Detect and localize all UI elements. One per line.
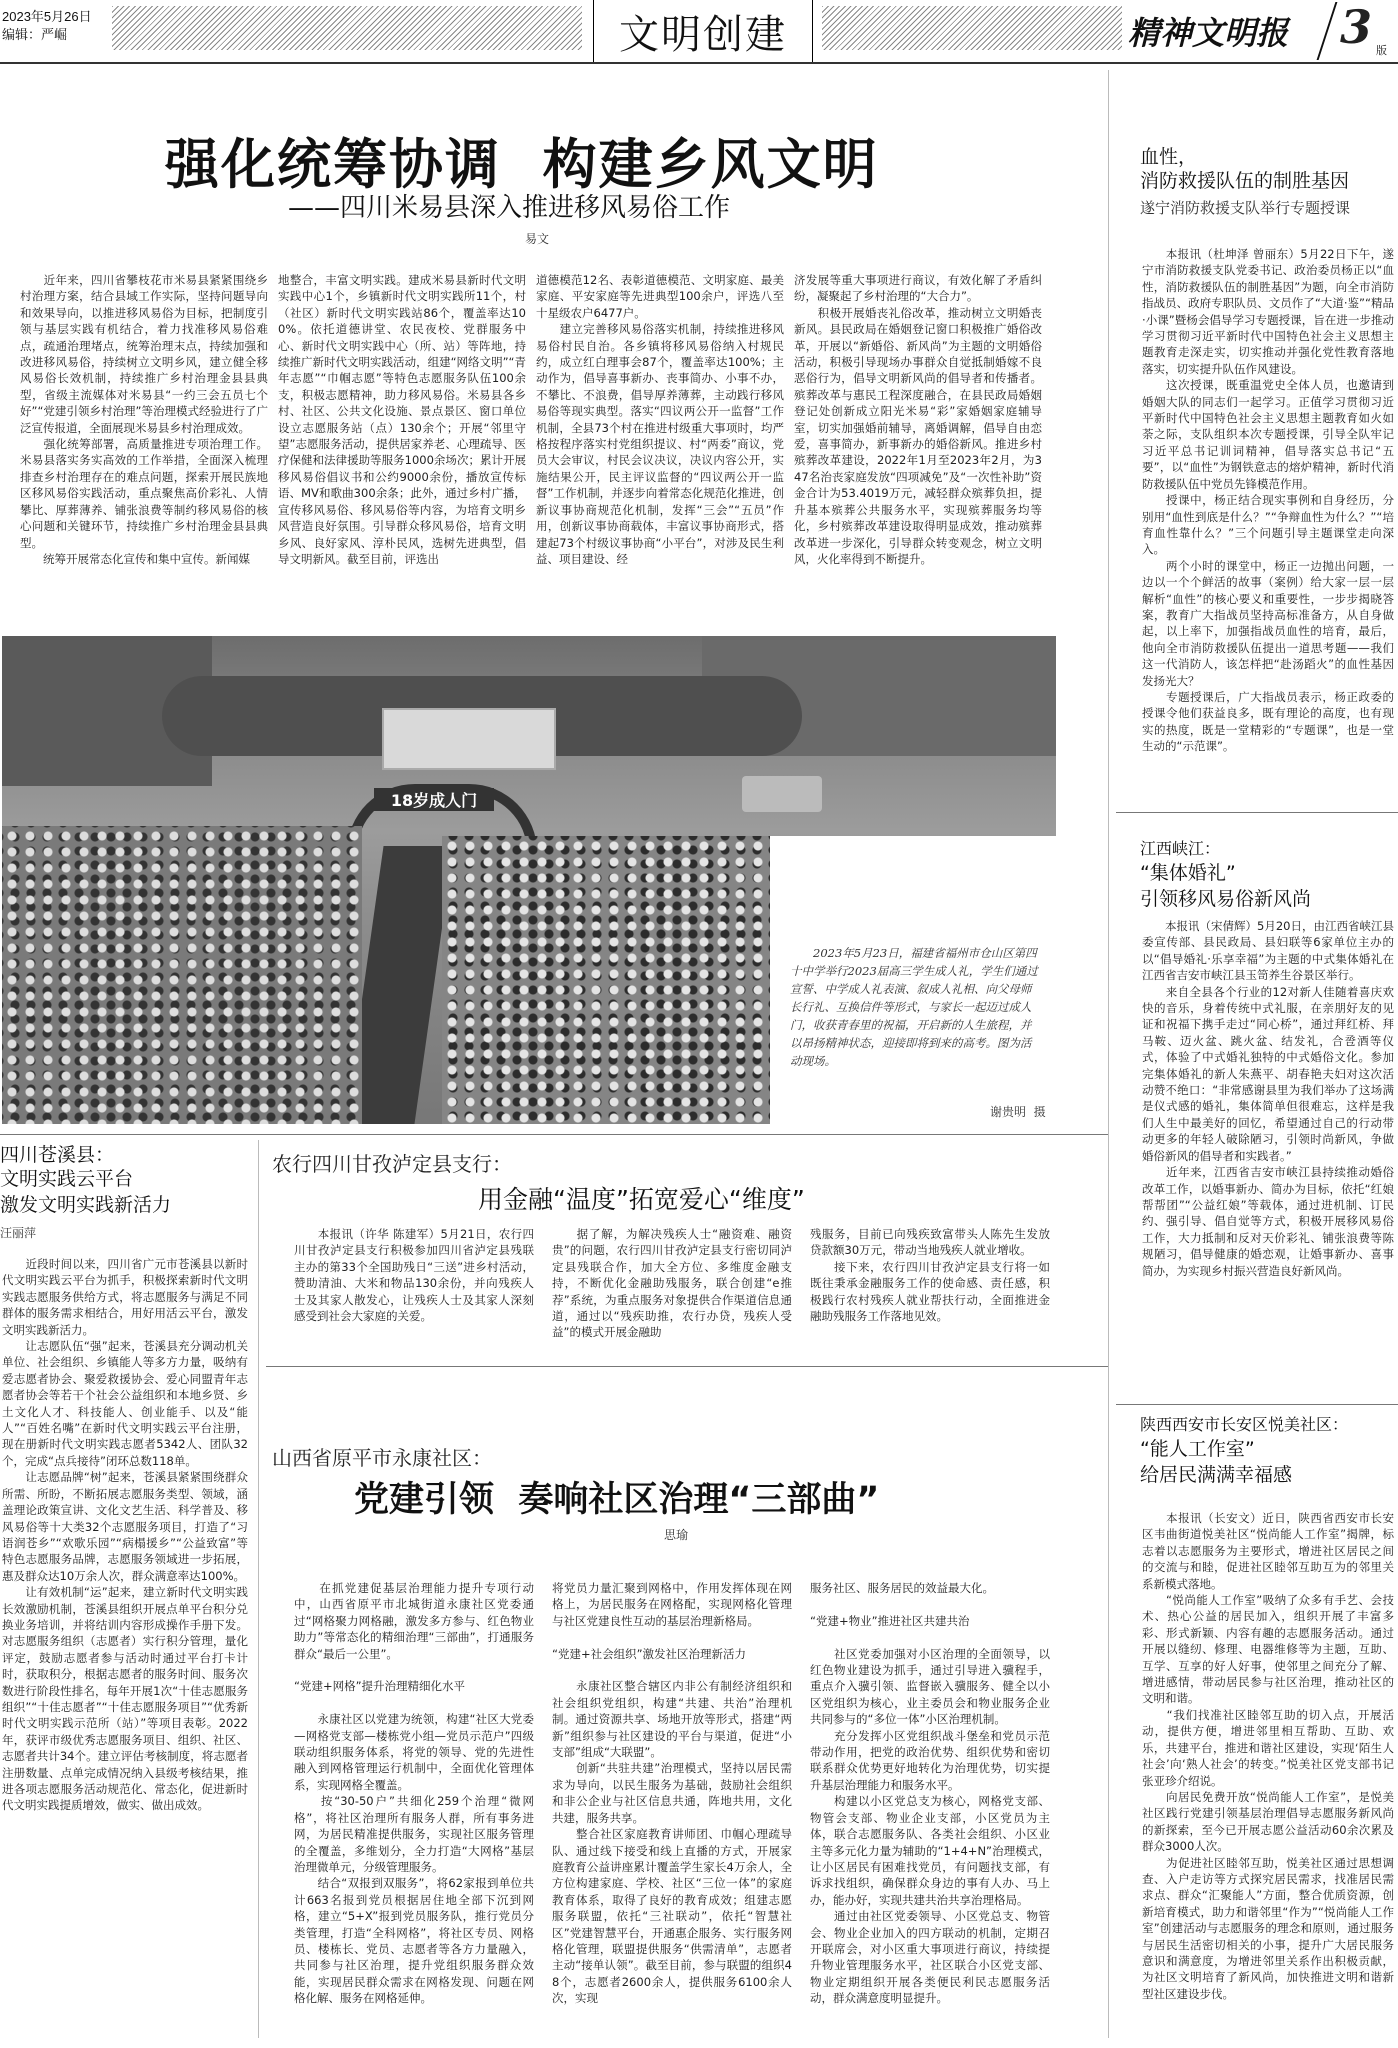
photo-caption: 2023年5月23日，福建省福州市仓山区第四十中学举行2023届高三学生成人礼，学生们通过宣誓、中学成人礼表演、叙成人礼相、向父母师长行礼、互换信件等形式，与家长一起迈过成人门，收获青春里的祝福，开启新的人生旅程，并以昂扬精神状态，迎接即将到来的高考。图为活动现场。 xyxy=(790,946,1038,1068)
bank-story-column-2: 据了解，为解决残疾人士“融资难、融资贵”的问题，农行四川甘孜泸定县支行密切同泸定县残联合作，加大全方位、多维度金融支持，不断优化金融助残服务，联合创建“e推荐”系统，为重点服务对象提供合作渠道信息通道，通过以“残疾助推，农行办贷，残疾人受益”的模式开展金融助 xyxy=(552,1227,792,1340)
lead-column-4: 济发展等重大事项进行商议，有效化解了矛盾纠纷，凝聚起了乡村治理的“大合力”。 积极开展婚丧礼俗改革，推动树立文明婚丧新风。县民政局在婚姻登记窗口积极推广婚俗改革，开展以“新婚俗、新风尚”为主题的文明婚俗活动，积极引导现场办事群众自觉抵制婚嫁不良恶俗行为，倡导文明新风尚的倡导者和传播者。殡葬改革与惠民工程深度融合，在县民政局婚姻登记处创新成立阳光米易“彩”家婚姻家庭辅导室，切实加强婚前辅导，离婚调解，倡导自由恋爱，喜事简办，新事新办的婚俗新风。推进乡村殡葬改革建设，2022年1月至2023年2月，为347名治丧家庭发放“四项减免”及“一次性补助”资金合计为53.4019万元，减轻群众殡葬负担，提升基本殡葬公共服务水平，实现殡葬服务均等化，乡村殡葬改革建设取得明显成效，推动殡葬改革进一步深化，引导群众转变观念，树立文明风，火化率得到不断提升。 xyxy=(794,273,1042,566)
page-number-divider xyxy=(1317,2,1338,60)
cangxi-story-headline: 文明实践云平台 激发文明实践新活力 xyxy=(0,1168,172,1216)
lead-column-2: 地整合，丰富文明实践。建成米易县新时代文明实践中心1个，乡镇新时代文明实践所11个，村（社区）新时代文明实践站86个，覆盖率达100%。依托道德讲堂、农民夜校、党群服务中心、新时代文明实践中心（所、站）等阵地，持续推广新时代文明实践活动，组建“网络文明”“青年志愿”“巾帼志愿”等特色志愿服务队伍100余支，积极志愿精神，助力移风易俗。米易县各乡村、社区、公共文化设施、景点景区、窗口单位设立志愿服务站（点）130余个；开展“邻里守望”志愿服务活动，提供居家养老、心理疏导、医疗保健和法律援助等服务1000余场次；累计开展移风易俗倡议书和公约9000余份，播放宣传标语、MV和歌曲300余条；此外，通过乡村广播，宣传移风易俗、移风易俗等内容，为培育文明乡风营造良好氛围。引导群众移风易俗，培育文明乡风、良好家风、淳朴民风，选树先进典型，倡导文明新风。截至目前，评选出 xyxy=(278,273,526,566)
photo-crowd-right xyxy=(442,836,772,1124)
section-title: 文明创建 xyxy=(593,0,813,62)
left-column-divider xyxy=(258,1140,259,2038)
fire-story-headline: 消防救援队伍的制胜基因 xyxy=(1140,170,1350,192)
issue-date: 2023年5月26日 xyxy=(2,9,92,24)
newspaper-masthead: 精神文明报 xyxy=(1128,14,1289,52)
lead-headline: 强化统筹协调 构建乡风文明 xyxy=(165,133,879,196)
community-workshop-kicker: 陕西西安市长安区悦美社区： xyxy=(1140,1415,1349,1434)
fire-story-body: 本报讯（杜坤泽 曾丽东）5月22日下午，遂宁市消防救援支队党委书记、政治委员杨正以“血性，消防救援队伍的制胜基因”为题，向全市消防指战员、政府专职队员、文员作了“大道·鉴”“精品·小课”暨杨会倡导学习专题授课，旨在进一步推动学习贯彻习近平新时代中国特色社会主义思想主题教育走深走实，切实推动并强化党性教育落地落实，切实提升队伍作风建设。 这次授课，既重温党史全体人员，也邀请到婚姻大队的同志们一起学习。正值学习贯彻习近平新时代中国特色社会主义思想主题教育如火如荼之际，支队组织本次专题授课，引导全队牢记习近平总书记训词精神，倡导落实总书记“五要”，以“血性”为钢铁意志的熔炉精神，新时代消防救援队伍中党员先锋模范作用。 授课中，杨正结合现实事例和自身经历，分别用“血性到底是什么？”“争辩血性为什么？”“培育血性靠什么？”三个问题引导主题课堂走向深入。 两个小时的课堂中，杨正一边抛出问题，一边以一个个鲜活的故事（案例）给大家一层一层解析“血性”的核心要义和重要性，一步步揭晓答案，教育广大指战员坚持高标准备方，从自身做起，以上率下，加强指战员血性的培育，最后，他向全市消防救援队伍提出一道思考题——我们这一代消防人，该怎样把“赴汤蹈火”的血性基因发扬光大？ 专题授课后，广大指战员表示，杨正政委的授课令他们获益良多，既有理论的高度，也有现实的热度，既是一堂精彩的“专题课”，也是一堂生动的“示范课”。 xyxy=(1142,247,1394,754)
header-rule xyxy=(0,62,1398,64)
governance-story-kicker: 山西省原平市永康社区： xyxy=(272,1446,492,1470)
right-divider-2 xyxy=(1116,1404,1398,1405)
wedding-story-kicker: 江西峡江： xyxy=(1140,839,1221,858)
governance-story-headline: 党建引领 奏响社区治理“三部曲” xyxy=(354,1480,880,1520)
cangxi-story-body: 近段时间以来，四川省广元市苍溪县以新时代文明实践云平台为抓手，积极探索新时代文明实践志愿服务供给方式，将志愿服务与满足不同群体的服务需求相结合，用好用活云平台，激发文明实践新活力。 让志愿队伍“强”起来，苍溪县充分调动机关单位、社会组织、乡镇能人等多方力量，吸纳有爱志愿者协会、聚爱救援协会、爱心同盟青年志愿者协会等若干个社会公益组织和本地乡贤、乡土文化人才、科技能人、创业能手、以及“能人”“百姓名嘴”在新时代文明实践云平台注册，现在册新时代文明实践志愿者5342人、团队32个，完成“点兵接待”闭环总数118单。 让志愿品牌“树”起来，苍溪县紧紧围绕群众所需、所盼，不断拓展志愿服务类型、领域，涵盖理论政策宣讲、文化文艺生活、科学普及、移风易俗等十大类32个志愿服务项目，打造了“习语润苍乡”“欢歌乐园”“病榻援乡”“公益致富”等特色志愿服务品牌，志愿服务领域进一步拓展，惠及群众达10万余人次，群众满意率达100%。 让有效机制“运”起来，建立新时代文明实践长效激励机制，苍溪县组织开展点单平台积分兑换业务培训，并将结训内容形成操作手册下发。对志愿服务组织（志愿者）实行积分管理，量化评定，鼓励志愿者参与活动时通过平台打卡计时，获取积分，根据志愿者的服务时间、服务次数进行阶段性排名，每年开展1次“十佳志愿服务组织”“十佳志愿者”“十佳志愿服务项目”“优秀新时代文明实践示范所（站）”等项目表彰。2022年，获评市级优秀志愿服务项目、组织、社区、志愿者共计34个。建立评估考核制度，将志愿者注册数量、点单完成情况纳入县级考核结果，推进各项志愿服务活动规范化、常态化，促进新时代文明实践提质增效，做实、做出成效。 xyxy=(2,1257,248,1813)
wedding-story-body: 本报讯（宋倩辉）5月20日，由江西省峡江县委宣传部、县民政局、县妇联等6家单位主办的以“倡导婚礼·乐享幸福”为主题的中式集体婚礼在江西省吉安市峡江县玉笥养生谷景区举行。 来自全县各个行业的12对新人佳随着喜庆欢快的音乐，身着传统中式礼服，在亲朋好友的见证和祝福下携手走过“同心桥”，通过拜红桥、拜马鞍、迈火盆、跳火盆、结发礼，合卺酒等仪式，体验了中式婚礼独特的中式婚俗文化。参加完集体婚礼的新人朱燕平、胡春艳夫妇对这次活动赞不绝口：“非常感谢县里为我们举办了这场满是仪式感的婚礼，集体简单但很难忘，这样是我们人生中最美好的回忆，希望通过自己的行动带动更多的年轻人破除陋习，引领时尚新风，争做婚俗新风的倡导者和实践者。” 近年来，江西省吉安市峡江县持续推动婚俗改革工作，以婚事新办、简办为目标，依托“红娘帮帮团”“公益红娘”等载体，通过进机制、订民约、强引导、倡自觉等方式，积极开展移风易俗工作，大力抵制和反对天价彩礼、铺张浪费等陈规陋习，倡导健康的婚恋观，让婚事新办、喜事简办，为实现乡村振兴营造良好新风尚。 xyxy=(1142,919,1394,1278)
right-divider-1 xyxy=(1116,812,1398,813)
bank-story-kicker: 农行四川甘孜泸定县支行： xyxy=(272,1152,512,1176)
page-unit: 版 xyxy=(1376,45,1387,57)
lead-author: 易文 xyxy=(525,232,550,246)
photo-stage-backdrop xyxy=(382,708,556,770)
community-workshop-body: 本报讯（长安文）近日，陕西省西安市长安区韦曲街道悦美社区“悦尚能人工作室”揭牌，标志着以志愿服务为主要形式，增进社区居民之间的交流与和睦，促进社区睦邻互助互为的邻里关系新模式落地。 “悦尚能人工作室”吸纳了众多有手艺、会技术、热心公益的居民加入，组织开展了丰富多彩、形式新颖、内容有趣的志愿服务活动。通过开展以缝纫、修理、电器维修等为主题，互助、互学、互享的好人好事，使邻里之间充分了解、增进感情，带动居民参与社区治理，推动社区的文明和谐。 “我们找准社区睦邻互助的切入点，开展活动，提供方便，增进邻里相互帮助、互助、欢乐，共建平台，推进和谐社区建设，实现‘陌生人社会’向‘熟人社会’的转变。”悦美社区党支部书记张亚珍介绍说。 向居民免费开放“悦尚能人工作室”，是悦美社区践行党建引领基层治理倡导志愿服务新风尚的新探索，至今已开展志愿公益活动60余次累及群众3000人次。 为促进社区睦邻互助，悦美社区通过思想调查、入户走访等方式探究居民需求，找准居民需求点、群众“汇聚能人”方面，整合优质资源，创新培育模式，助力和谐邻里“作为”“悦尚能人工作室”创建活动与志愿服务的理念和原则，通过服务与居民生活密切相关的小事，提升广大居民服务意识和满意度，为增进邻里关系作出积极贡献，为社区文明培育了新风尚，加快推进文明和谐新型社区建设步伐。 xyxy=(1142,1511,1394,2001)
lead-subhead: ——四川米易县深入推进移风易俗工作 xyxy=(288,193,731,223)
lower-section-rule xyxy=(0,1134,1108,1135)
photo-arch-banner: 18岁成人门 xyxy=(374,788,494,811)
governance-story-author: 思瑜 xyxy=(664,1528,689,1542)
photo-credit: 谢贵明 摄 xyxy=(990,1105,1046,1119)
governance-story-column-2: 将党员力量汇聚到网格中，作用发挥体现在网格上，为居民服务在网格配，实现网格化管理与社区党建良性互动的基层治理新格局。 “党建+社会组织”激发社区治理新活力 永康社区整合辖区内非公有制经济组织和社会组织党组织，构建“共建、共治”治理机制。通过资源共享、场地开放等形式，搭建“两新”组织参与社区建设的平台与渠道，促进“小支部”组成“大联盟”。 创新“共驻共建”治理模式，坚持以居民需求为导向，以民生服务为基础，鼓励社会组织和非公企业与社区信息共通，阵地共用，文化共建，服务共享。 整合社区家庭教育讲师团、巾帼心理疏导队、通过线下接受和线上直播的方式，开展家庭教育公益讲座累计覆盖学生家长4万余人，全方位构建家庭、学校、社区“三位一体”的家庭教育体系，取得了良好的教育成效；组建志愿服务联盟，依托“三社联动”，依托“智慧社区”党建智慧平台，开通惠企服务、实行服务网格化管理，联盟提供服务“供需清单”，志愿者主动“接单认领”。截至目前，参与联盟的组织48个，志愿者2600余人，提供服务6100余人次，实现 xyxy=(552,1581,792,2006)
header-hatch-left xyxy=(112,6,582,50)
editor-credit: 编辑：严崛 xyxy=(2,27,68,42)
bank-story-column-1: 本报讯（许华 陈建军）5月21日，农行四川甘孜泸定县支行积极参加四川省泸定县残联主办的第33个全国助残日“三送”进乡村活动，赞助清油、大米和物品130余份，并向残疾人士及其家人散发心，让残疾人士及其家人深刻感受到社会大家庭的关爱。 xyxy=(294,1227,534,1324)
fire-story-subhead: 遂宁消防救援支队举行专题授课 xyxy=(1140,199,1351,217)
photo-tents xyxy=(742,776,822,812)
photo-crowd-left xyxy=(2,826,362,1124)
bank-story-headline: 用金融“温度”拓宽爱心“维度” xyxy=(478,1185,805,1214)
lead-column-1: 近年来，四川省攀枝花市米易县紧紧围绕乡村治理方案，结合县域工作实际，坚持问题导向和效果导向，以推进移风易俗为目标，把制度引领与基层实践有机结合，着力找准移风易俗难点，疏通治理堵点，统筹治理末点，持续加强和改进移风易俗，持续树立文明乡风，建立健全移风易俗长效机制，持续推广乡村治理金县县典型，省级主流媒体对米易县“一约三会五员七个好”“党建引领乡村治理”等治理模式经验进行了广泛宣传报道，全面展现米易县乡村治理成效。 强化统筹部署，高质量推进专项治理工作。米易县落实务实高效的工作举措，全面深入梳理排查乡村治理存在的难点问题，探索开展民族地区移风易俗实践活动，重点聚焦高价彩礼、人情攀比、厚葬薄养、铺张浪费等制约移风易俗的核心问题和关键环节，持续推广乡村治理金县县典型。 统筹开展常态化宣传和集中宣传。新闻媒 xyxy=(20,273,268,566)
wedding-story-headline: “集体婚礼” 引领移风易俗新风尚 xyxy=(1140,862,1312,910)
bank-story-column-3: 残服务，目前已向残疾致富带头人陈先生发放贷款额30万元，带动当地残疾人就业增收。 接下来，农行四川甘孜泸定县支行将一如既往秉承金融服务工作的使命感、责任感，积极践行农村残疾人就业帮扶行动，全面推进金融助残服务工作落地见效。 xyxy=(810,1227,1050,1324)
lead-column-3: 道德模范12名、表彰道德模范、文明家庭、最美家庭、平安家庭等先进典型100余户，评选八至十星级农户6477户。 建立完善移风易俗落实机制，持续推进移风易俗村民自治。各乡镇将移风易俗纳入村规民约，成立红白理事会87个，覆盖率达100%；主动作为，倡导喜事新办、丧事简办、小事不办，不攀比、不浪费，倡导厚养薄葬，主动践行移风易俗等现实典型。落实“四议两公开一监督”工作机制，全县73个村在推进村级重大事项时，均严格按程序落实村党组织提议、村“两委”商议，党员大会审议，村民会议决议，决议内容公开，实施结果公开，民主评议监督的“四议两公开一监督”工作机制，并逐步向着常态化规范化推进，创新议事协商规范化机制，发挥“三会”“五员”作用，创新议事协商载体，丰富议事协商形式，搭建起73个村级议事协商“小平台”，对涉及民生利益、项目建设、经 xyxy=(536,273,784,566)
fire-story-kicker: 血性， xyxy=(1140,146,1198,168)
community-workshop-headline: “能人工作室” 给居民满满幸福感 xyxy=(1140,1438,1293,1486)
cangxi-story-kicker: 四川苍溪县： xyxy=(0,1144,115,1166)
mid-divider xyxy=(266,1366,1108,1367)
header-hatch-right xyxy=(822,6,1122,50)
page-number: 3 xyxy=(1340,0,1373,54)
governance-story-column-1: 在抓党建促基层治理能力提升专项行动中，山西省原平市北城街道永康社区党委通过“网格聚力网格融，激发多方参与、红色物业助力”等常态化的精细治理“三部曲”，打通服务群众“最后一公里”。 “党建+网格”提升治理精细化水平 永康社区以党建为统领，构建“社区大党委—网格党支部—楼栋党小组—党员示范户”四级联动组织服务体系，将党的领导、党的先进性融入到网格管理运行机制中，全面优化管理体系，实现网格全覆盖。 按“30-50户”共细化259个治理“微网格”，将社区治理所有服务人群，所有事务进网，为居民精准提供服务，实现社区服务管理的全覆盖，多维划分，全力打造“大网格”基层治理微单元，分级管理服务。 结合“双报到双服务”，将62家报到单位共计663名报到党员根据居住地全部下沉到网格，建立“5+X”报到党员服务队，推行党员分类管理，打造“全科网格”，将社区专员、网格员、楼栋长、党员、志愿者等各方力量融入，共同参与社区治理，提升党组织服务群众效能，实现居民群众需求在网格发现、问题在网格化解、服务在网格延伸。 xyxy=(294,1581,534,2006)
governance-story-column-3: 服务社区、服务居民的效益最大化。 “党建+物业”推进社区共建共治 社区党委加强对小区治理的全面领导，以红色物业建设为抓手，通过引导进入骥程手，重点介入骥引领、监督嵌入骥服务、健全以小区党组织为核心，业主委员会和物业服务企业共同参与的“多位一体”小区治理机制。 充分发挥小区党组织战斗堡垒和党员示范带动作用，把党的政治优势、组织优势和密切联系群众优势更好地转化为治理优势，切实提升基层治理能力和服务水平。 构建以小区党总支为核心，网格党支部、物管会支部、物业企业支部，小区党员为主体，联合志愿服务队、各类社会组织、小区业主等多元化力量为辅助的“1+4+N”治理模式，让小区居民有困难找党员，有问题找支部，有诉求找组织，确保群众身边的事有人办、马上办，能办好，实现共建共治共享治理格局。 通过由社区党委领导、小区党总支、物管会、物业企业加入的四方联动的机制，定期召开联席会，对小区重大事项进行商议，持续提升物业管理服务水平，社区联合小区党支部、物业定期组织开展各类便民利民志愿服务活动，群众满意度明显提升。 xyxy=(810,1581,1050,2006)
cangxi-story-author: 汪丽萍 xyxy=(0,1226,37,1240)
right-column-divider xyxy=(1108,70,1109,2038)
